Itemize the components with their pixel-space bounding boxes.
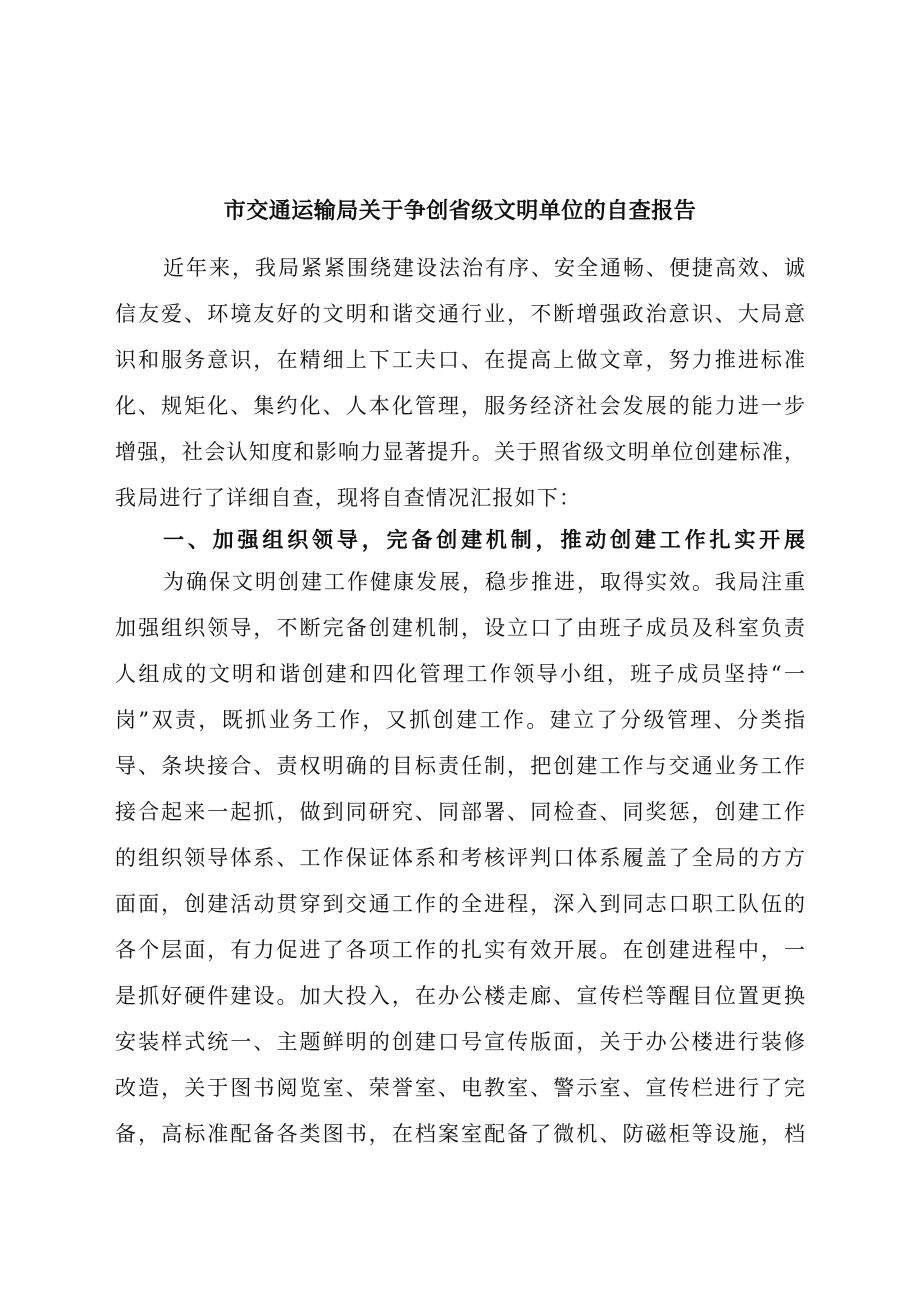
body-line: 人组成的文明和谐创建和四化管理工作领导小组，班子成员坚持“一 [115, 662, 805, 686]
body-line: 接合起来一起抓，做到同研究、同部署、同检查、同奖惩，创建工作 [115, 800, 805, 824]
section-heading: 一、加强组织领导，完备创建机制，推动创建工作扎实开展 [163, 528, 805, 552]
body-line: 备，高标准配备各类图书，在档案室配备了微机、防磁柜等设施，档 [115, 1122, 805, 1146]
body-line: 为确保文明创建工作健康发展，稳步推进，取得实效。我局注重 [163, 570, 805, 594]
body-line: 各个层面，有力促进了各项工作的扎实有效开展。在创建进程中，一 [115, 938, 805, 962]
intro-line: 信友爱、环境友好的文明和谐交通行业，不断增强政治意识、大局意 [115, 302, 805, 326]
intro-line: 近年来，我局紧紧围绕建设法治有序、安全通畅、便捷高效、诚 [163, 256, 805, 280]
body-line: 面面，创建活动贯穿到交通工作的全进程，深入到同志口职工队伍的 [115, 892, 805, 916]
body-line: 改造，关于图书阅览室、荣誉室、电教室、警示室、宣传栏进行了完 [115, 1076, 805, 1100]
body-line: 的组织领导体系、工作保证体系和考核评判口体系履盖了全局的方方 [115, 846, 805, 870]
intro-line: 识和服务意识，在精细上下工夫口、在提高上做文章，努力推进标准 [115, 348, 805, 372]
intro-line: 化、规矩化、集约化、人本化管理，服务经济社会发展的能力进一步 [115, 394, 805, 418]
document-title: 市交通运输局关于争创省级文明单位的自查报告 [223, 199, 697, 224]
body-line: 加强组织领导，不断完备创建机制，设立口了由班子成员及科室负责 [115, 616, 805, 640]
body-line: 岗”双责，既抓业务工作，又抓创建工作。建立了分级管理、分类指 [115, 708, 805, 732]
body-line: 是抓好硬件建设。加大投入，在办公楼走廊、宣传栏等醒目位置更换 [115, 984, 805, 1008]
body-line: 导、条块接合、责权明确的目标责任制，把创建工作与交通业务工作 [115, 754, 805, 778]
intro-line: 增强，社会认知度和影响力显著提升。关于照省级文明单位创建标准， [115, 440, 805, 464]
intro-line: 我局进行了详细自查，现将自查情况汇报如下： [115, 486, 582, 510]
body-line: 安装样式统一、主题鲜明的创建口号宣传版面，关于办公楼进行装修 [115, 1030, 805, 1054]
